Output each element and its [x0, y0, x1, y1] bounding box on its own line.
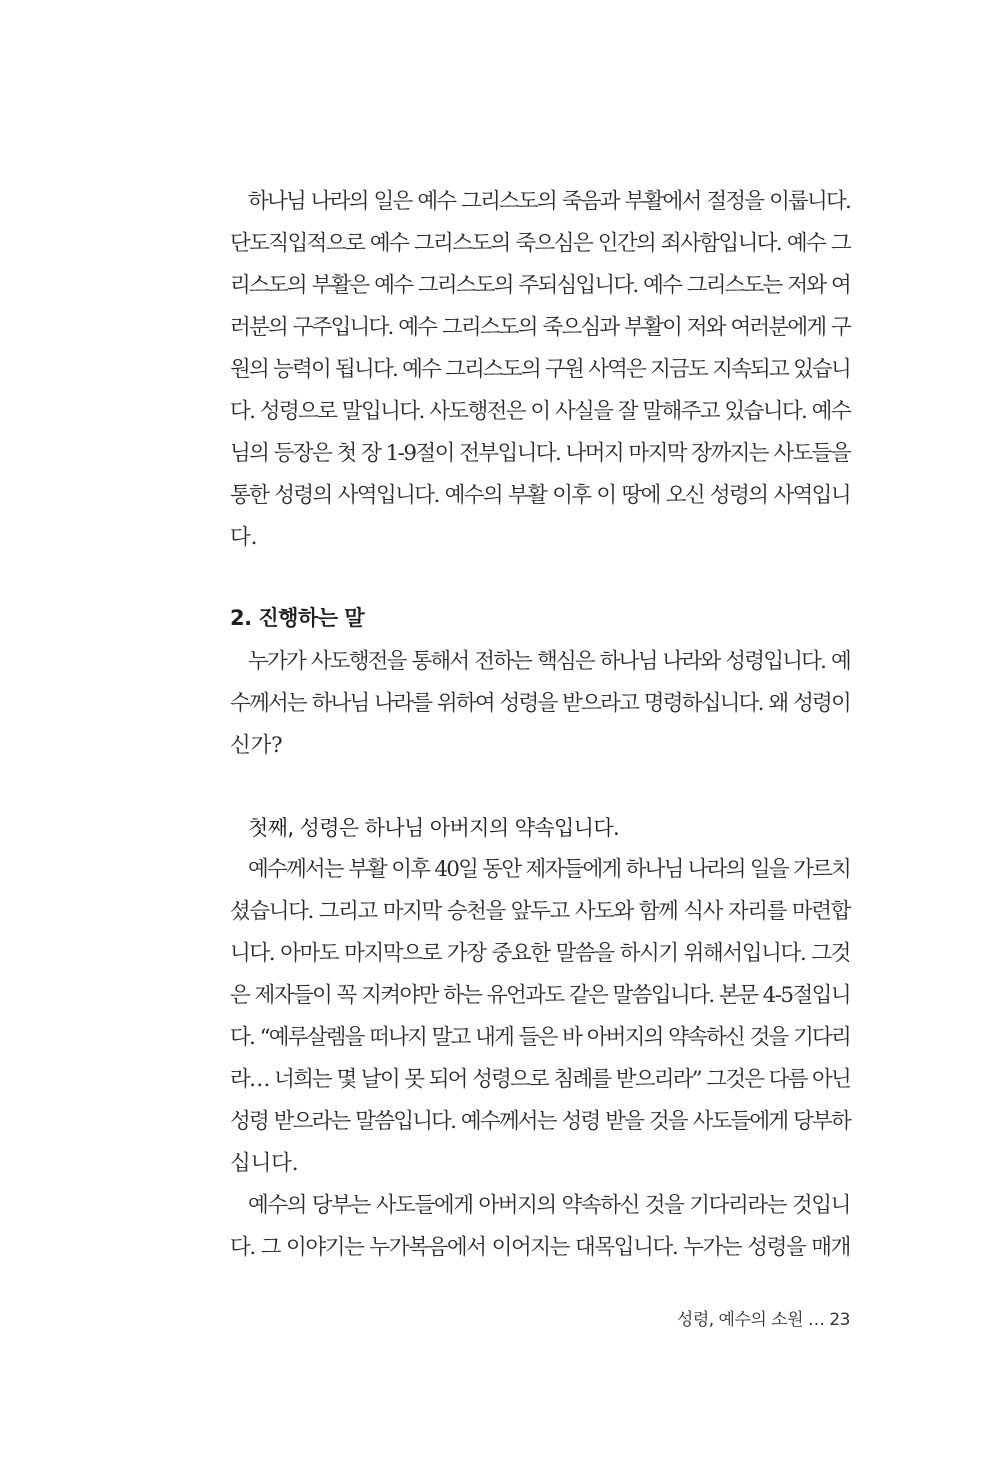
paragraph-line: 원의 능력이 됩니다. 예수 그리스도의 구원 사역은 지금도 지속되고 있습니 [230, 357, 850, 382]
paragraph-line: 하나님 나라의 일은 예수 그리스도의 죽음과 부활에서 절정을 이룹니다. [248, 189, 850, 214]
paragraph-line: 다. [230, 525, 258, 550]
section-heading: 2. 진행하는 말 [230, 606, 365, 630]
paragraph-line: 다. “예루살렘을 떠나지 말고 내게 들은 바 아버지의 약속하신 것을 기다리 [230, 1025, 850, 1050]
page-footer: 성령, 예수의 소원 … 23 [676, 1310, 850, 1330]
paragraph-line: 예수께서는 부활 이후 40일 동안 제자들에게 하나님 나라의 일을 가르치 [248, 857, 850, 882]
paragraph-line: 성령 받으라는 말씀입니다. 예수께서는 성령 받을 것을 사도들에게 당부하 [230, 1109, 850, 1134]
paragraph-line: 라… 너희는 몇 날이 못 되어 성령으로 침례를 받으리라” 그것은 다름 아닌 [230, 1067, 850, 1092]
paragraph-line: 단도직입적으로 예수 그리스도의 죽으심은 인간의 죄사함입니다. 예수 그 [230, 231, 850, 256]
paragraph-line: 십니다. [230, 1151, 299, 1176]
subsection-heading: 첫째, 성령은 하나님 아버지의 약속입니다. [248, 816, 620, 840]
paragraph-line: 통한 성령의 사역입니다. 예수의 부활 이후 이 땅에 오신 성령의 사역입니 [230, 483, 850, 508]
paragraph-line: 러분의 구주입니다. 예수 그리스도의 죽으심과 부활이 저와 여러분에게 구 [230, 315, 850, 340]
paragraph-line: 니다. 아마도 마지막으로 가장 중요한 말씀을 하시기 위해서입니다. 그것 [230, 941, 850, 966]
paragraph-line: 셨습니다. 그리고 마지막 승천을 앞두고 사도와 함께 식사 자리를 마련합 [230, 899, 850, 924]
paragraph-line: 다. 성령으로 말입니다. 사도행전은 이 사실을 잘 말해주고 있습니다. 예수 [230, 399, 850, 424]
paragraph-line: 은 제자들이 꼭 지켜야만 하는 유언과도 같은 말씀입니다. 본문 4-5절입니 [230, 983, 850, 1008]
paragraph-line: 님의 등장은 첫 장 1-9절이 전부입니다. 나머지 마지막 장까지는 사도들을 [230, 441, 850, 466]
paragraph-line: 수께서는 하나님 나라를 위하여 성령을 받으라고 명령하십니다. 왜 성령이 [230, 691, 850, 716]
paragraph-line: 예수의 당부는 사도들에게 아버지의 약속하신 것을 기다리라는 것입니 [248, 1193, 850, 1218]
paragraph-line: 누가가 사도행전을 통해서 전하는 핵심은 하나님 나라와 성령입니다. 예 [248, 649, 850, 674]
paragraph-line: 신가? [230, 733, 283, 758]
paragraph-line: 리스도의 부활은 예수 그리스도의 주되심입니다. 예수 그리스도는 저와 여 [230, 273, 850, 298]
paragraph-line: 다. 그 이야기는 누가복음에서 이어지는 대목입니다. 누가는 성령을 매개 [230, 1235, 850, 1260]
